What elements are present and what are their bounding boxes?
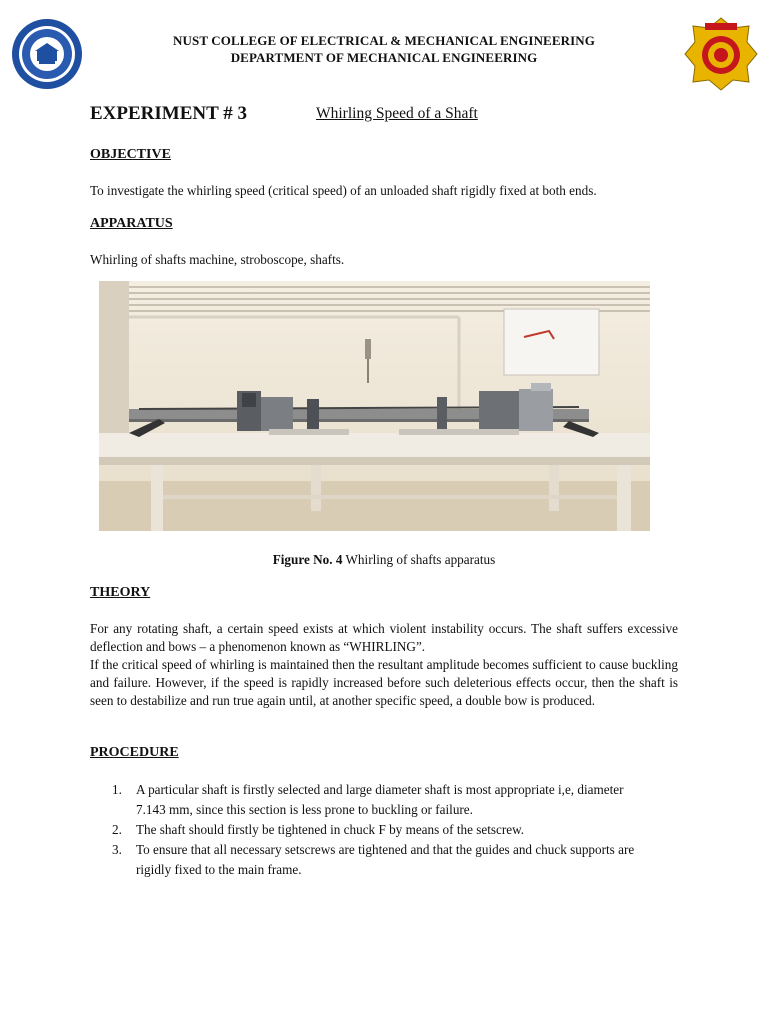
figure-caption	[90, 552, 678, 568]
experiment-title: Whirling Speed of a Shaft	[316, 105, 478, 122]
objective-heading: OBJECTIVE	[90, 147, 171, 162]
procedure-item-number: 3.	[112, 842, 122, 857]
apparatus-heading: APPARATUS	[90, 216, 173, 231]
theory-heading: THEORY	[90, 585, 151, 600]
procedure-item	[112, 840, 652, 880]
procedure-item	[112, 780, 652, 820]
procedure-item-text: The shaft should firstly be tightened in chuck F by means of the setscrew.	[136, 822, 525, 837]
ceme-crest-logo	[683, 14, 759, 92]
procedure-item-number: 2.	[112, 822, 122, 837]
department-name: DEPARTMENT OF MECHANICAL ENGINEERING	[230, 50, 538, 65]
procedure-item-text: A particular shaft is firstly selected and large diameter shaft is most appropriate i,e, diameter 7.143 mm, since this section is less prone to buckling or failure.	[136, 782, 624, 817]
objective-text: To investigate the whirling speed (critical speed) of an unloaded shaft rigidly fixed at both ends.	[90, 183, 597, 198]
apparatus-text: Whirling of shafts machine, stroboscope, shafts.	[90, 252, 345, 267]
experiment-number: EXPERIMENT # 3	[90, 103, 247, 124]
procedure-heading: PROCEDURE	[90, 745, 179, 760]
theory-paragraph-2: If the critical speed of whirling is maintained then the resultant amplitude becomes sufficient to cause buckling and failure. However, if the speed is rapidly increased before such deleterious effects occur, then the shaft is seen to destabilize and run true again until, at another specific speed, a double bow is produced.	[90, 657, 678, 708]
college-name: NUST COLLEGE OF ELECTRICAL & MECHANICAL ENGINEERING	[173, 33, 595, 48]
theory-paragraph-1: For any rotating shaft, a certain speed exists at which violent instability occurs. The shaft suffers excessive deflection and bows – a phenomenon known as “WHIRLING”.	[90, 621, 678, 654]
procedure-item-text: To ensure that all necessary setscrews are tightened and that the guides and chuck supports are rigidly fixed to the main frame.	[136, 842, 635, 877]
nust-logo	[10, 17, 84, 91]
procedure-item-number: 1.	[112, 782, 122, 797]
whirling-machine-photo	[99, 281, 650, 531]
figure-caption-text: Whirling of shafts apparatus	[345, 552, 496, 567]
procedure-list	[112, 780, 652, 880]
figure-label: Figure No. 4	[272, 552, 343, 567]
procedure-item	[112, 820, 652, 840]
